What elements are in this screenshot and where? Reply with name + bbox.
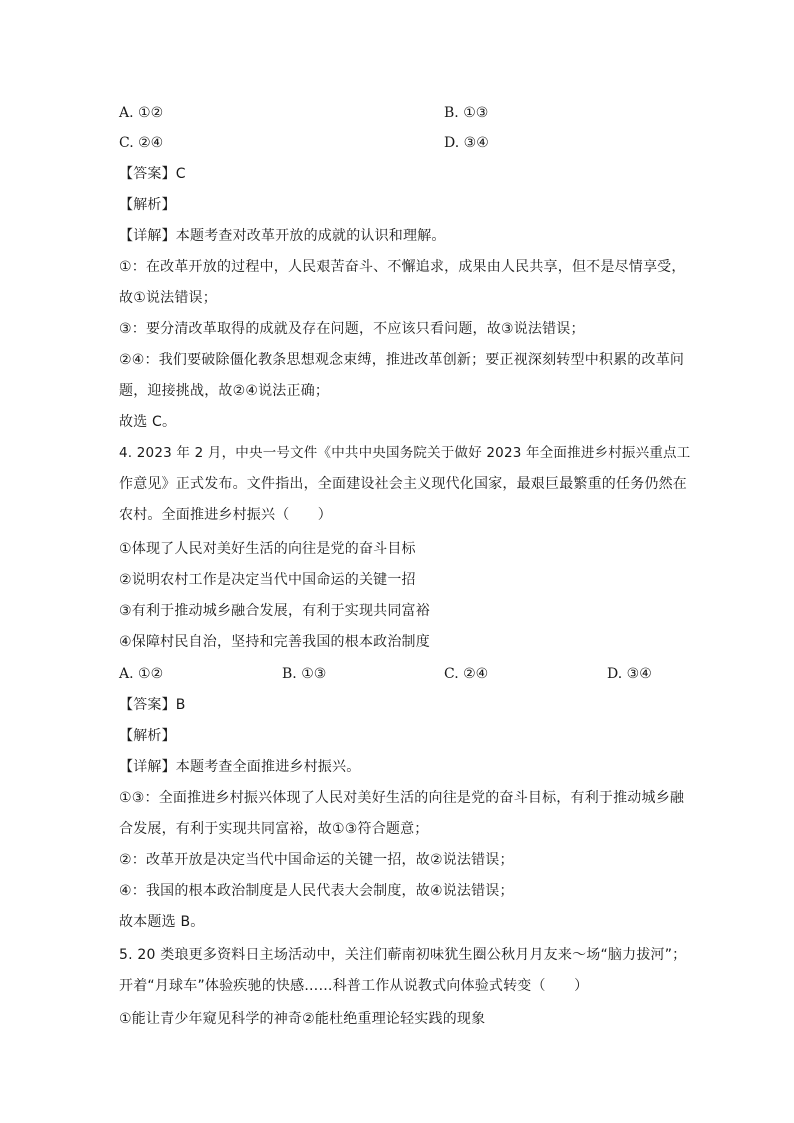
q4-stem-line: 4. 2023 年 2 月，中央一号文件《中共中央国务院关于做好 2023 年全面推进乡村振兴重点工 — [119, 445, 691, 461]
option-text: ③④ — [626, 666, 652, 682]
option-text: ①③ — [301, 666, 327, 682]
option-text: ①② — [138, 666, 164, 682]
option-text: ③④ — [463, 135, 489, 151]
q4-detail-line: ②：改革开放是决定当代中国命运的关键一招，故②说法错误； — [119, 852, 514, 868]
option-letter: C. — [119, 135, 134, 151]
q4-stem-line: 农村。全面推进乡村振兴（ ） — [119, 507, 332, 523]
q4-statement: ②说明农村工作是决定当代中国命运的关键一招 — [119, 572, 416, 588]
q4-detail-line: ④：我国的根本政治制度是人民代表大会制度，故④说法错误； — [119, 883, 514, 899]
q3-detail-line: 故①说法错误； — [119, 290, 217, 306]
q5-stem-line: 开着“月球车”体验疾驰的快感……科普工作从说教式向体验式转变（ ） — [119, 978, 589, 994]
q3-detail-line: 题，迎接挑战，故②④说法正确； — [119, 383, 330, 399]
q3-detail-line: 故选 C。 — [119, 414, 177, 430]
q4-stem-line: 作意见》正式发布。文件指出，全面建设社会主义现代化国家，最艰巨最繁重的任务仍然在 — [119, 476, 687, 492]
option-letter: D. — [607, 666, 623, 682]
q4-detail-line: 合发展，有利于实现共同富裕，故①③符合题意； — [119, 821, 429, 837]
q3-detail-line: 【详解】本题考查对改革开放的成就的认识和理解。 — [119, 228, 446, 244]
option-letter: B. — [282, 666, 297, 682]
q3-answer: 【答案】C — [119, 166, 186, 182]
q4-option-a — [119, 664, 163, 684]
option-text: ②④ — [138, 135, 164, 151]
q3-detail-line: ①：在改革开放的过程中，人民艰苦奋斗、不懈追求，成果由人民共享，但不是尽情享受， — [119, 259, 686, 275]
q4-detail-line: 【详解】本题考查全面推进乡村振兴。 — [119, 759, 361, 775]
q3-detail-line: ②④：我们要破除僵化教条思想观念束缚，推进改革创新；要正视深刻转型中积累的改革问 — [119, 352, 685, 368]
option-letter: C. — [444, 666, 459, 682]
option-letter: B. — [444, 105, 459, 121]
q3-option-a — [119, 103, 163, 123]
option-letter: D. — [444, 135, 460, 151]
q5-stem-line: 5. 20 类琅更多资料日主场活动中，关注们蕲南初味犹生圈公秋月月友来〜场“脑力拔河”； — [119, 947, 687, 963]
q4-analysis-heading: 【解析】 — [119, 728, 176, 744]
q4-answer: 【答案】B — [119, 697, 186, 713]
option-letter: A. — [119, 105, 134, 121]
q4-option-b — [282, 664, 326, 684]
q4-statement: ①体现了人民对美好生活的向往是党的奋斗目标 — [119, 541, 416, 557]
q4-detail-line: ①③：全面推进乡村振兴体现了人民对美好生活的向往是党的奋斗目标，有利于推动城乡融 — [119, 790, 685, 806]
q3-option-c — [119, 133, 163, 153]
q3-detail-line: ③：要分清改革取得的成就及存在问题，不应该只看问题，故③说法错误； — [119, 321, 585, 337]
option-text: ①② — [138, 105, 164, 121]
q3-option-d — [444, 133, 489, 153]
q4-option-c — [444, 664, 488, 684]
q5-stem-line: ①能让青少年窥见科学的神奇②能杜绝重理论轻实践的现象 — [119, 1011, 486, 1027]
q4-detail-line: 故本题选 B。 — [119, 914, 205, 930]
q4-statement: ③有利于推动城乡融合发展，有利于实现共同富裕 — [119, 603, 430, 619]
q3-option-b — [444, 103, 488, 123]
q4-option-d — [607, 664, 652, 684]
q3-analysis-heading: 【解析】 — [119, 197, 176, 213]
option-letter: A. — [119, 666, 134, 682]
option-text: ①③ — [463, 105, 489, 121]
q4-statement: ④保障村民自治，坚持和完善我国的根本政治制度 — [119, 634, 430, 650]
option-text: ②④ — [463, 666, 489, 682]
